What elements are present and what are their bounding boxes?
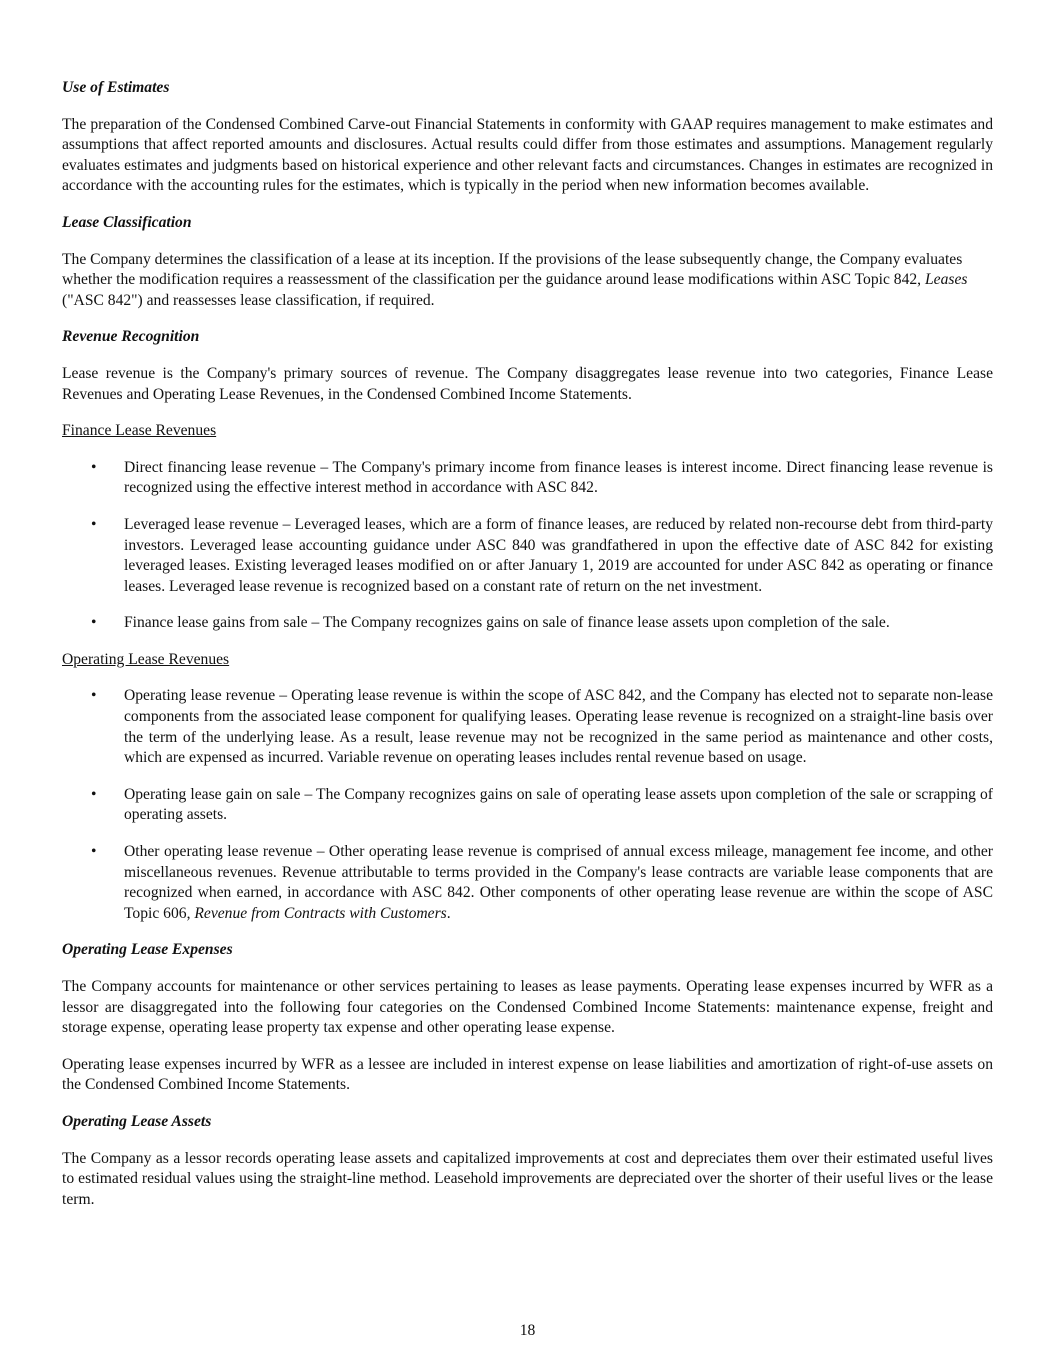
bullet-item bbox=[62, 785, 993, 826]
text-segment: . bbox=[446, 904, 451, 922]
text-segment: Other operating lease revenue – Other operating lease revenue is comprised of annual excess mileage, management fee income, and other miscellaneous revenues. Revenue attributable to terms provided in the Company's lease contracts are variable lease components that are recognized when earned, in accordance with ASC 842. Other components of other operating lease revenue are within the scope of ASC Topic 606, bbox=[124, 843, 993, 922]
bullet-glyph: • bbox=[91, 515, 97, 533]
page-number: 18 bbox=[519, 1322, 536, 1339]
bullet-item bbox=[62, 458, 993, 499]
subheading-finance-lease-revenues: Finance Lease Revenues bbox=[62, 422, 217, 440]
paragraph-lease-classification bbox=[62, 250, 993, 312]
heading-revenue-recognition: Revenue Recognition bbox=[62, 328, 200, 346]
bullet-glyph: • bbox=[91, 458, 97, 476]
bullet-glyph: • bbox=[91, 785, 97, 803]
bullet-glyph: • bbox=[91, 687, 97, 705]
paragraph-operating-lease-expenses-1: The Company accounts for maintenance or other services pertaining to leases as lease payments. Operating lease expenses incurred by WFR as a lessor are disaggregated into the following four categories on the Condensed Combined Income Statements: maintenance expense, freight and storage expense, operating lease property tax expense and other operating lease expense. bbox=[62, 978, 993, 1037]
paragraph-operating-lease-expenses-2: Operating lease expenses incurred by WFR as a lessee are included in interest expense on lease liabilities and amortization of right-of-use assets on the Condensed Combined Income Statements. bbox=[62, 1055, 993, 1094]
text-segment: ("ASC 842") and reassesses lease classification, if required. bbox=[62, 291, 435, 309]
bullet-text: Leveraged lease revenue – Leveraged leases, which are a form of finance leases, are reduced by related non-recourse debt from third-party investors. Leveraged lease accounting guidance under ASC 840 was grandfathered in upon the effective date of ASC 842 for existing leveraged leases. Existing leveraged leases modified on or after January 1, 2019 are accounted for under ASC 842 as operating or finance leases. Leveraged lease revenue is recognized based on a constant rate of return on the net investment. bbox=[124, 515, 993, 595]
italic-term: Leases bbox=[924, 271, 968, 289]
bullet-text: Operating lease gain on sale – The Company recognizes gains on sale of operating lease assets upon completion of the sale or scrapping of operating assets. bbox=[124, 785, 993, 824]
heading-operating-lease-expenses: Operating Lease Expenses bbox=[62, 941, 233, 959]
bullet-glyph: • bbox=[91, 614, 97, 632]
paragraph-use-of-estimates: The preparation of the Condensed Combined Carve-out Financial Statements in conformity with GAAP requires management to make estimates and assumptions that affect reported amounts and disclosures. Actual results could differ from those estimates and assumptions. Management regularly evaluates estimates and judgments based on historical experience and other relevant facts and circumstances. Changes in estimates are recognized in accordance with the accounting rules for the estimates, which is typically in the period when new information becomes available. bbox=[62, 115, 993, 195]
bullet-text: Finance lease gains from sale – The Company recognizes gains on sale of finance lease assets upon completion of the sale. bbox=[124, 614, 890, 632]
heading-operating-lease-assets: Operating Lease Assets bbox=[62, 1112, 212, 1130]
subheading-operating-lease-revenues: Operating Lease Revenues bbox=[62, 650, 230, 668]
bullet-item bbox=[62, 515, 993, 597]
bullet-text: Operating lease revenue – Operating lease revenue is within the scope of ASC 842, and the Company has elected not to separate non-lease components from the associated lease component for qualifying leases. Operating lease revenue is recognized on a straight-line basis over the term of the underlying lease. As a result, lease revenue may not be recognized in the same period as maintenance and other costs, which are expensed as incurred. Variable revenue on operating leases includes rental revenue based on usage. bbox=[124, 687, 993, 767]
bullet-item bbox=[62, 686, 993, 768]
bullet-glyph: • bbox=[91, 843, 97, 861]
paragraph-revenue-recognition: Lease revenue is the Company's primary sources of revenue. The Company disaggregates lease revenue into two categories, Finance Lease Revenues and Operating Lease Revenues, in the Condensed Combined Income Statements. bbox=[62, 364, 993, 403]
text-segment: The Company determines the classification of a lease at its inception. If the provisions of the lease subsequently change, the Company evaluates whether the modification requires a reassessment of the classification per the guidance around lease modifications within ASC Topic 842, bbox=[62, 250, 963, 289]
bullet-text bbox=[124, 842, 993, 924]
italic-term: Revenue from Contracts with Customers bbox=[194, 904, 447, 922]
bullet-item bbox=[62, 842, 993, 924]
paragraph-operating-lease-assets: The Company as a lessor records operating lease assets and capitalized improvements at cost and depreciates them over their estimated useful lives to estimated residual values using the straight-line method. Leasehold improvements are depreciated over the shorter of their useful lives or the lease term. bbox=[62, 1149, 993, 1208]
heading-lease-classification: Lease Classification bbox=[62, 213, 192, 231]
bullet-text: Direct financing lease revenue – The Company's primary income from finance leases is interest income. Direct financing lease revenue is recognized using the effective interest method in accordance with ASC 842. bbox=[124, 458, 993, 497]
document-page bbox=[62, 78, 993, 1226]
bullet-item bbox=[62, 613, 993, 634]
heading-use-of-estimates: Use of Estimates bbox=[62, 79, 170, 96]
